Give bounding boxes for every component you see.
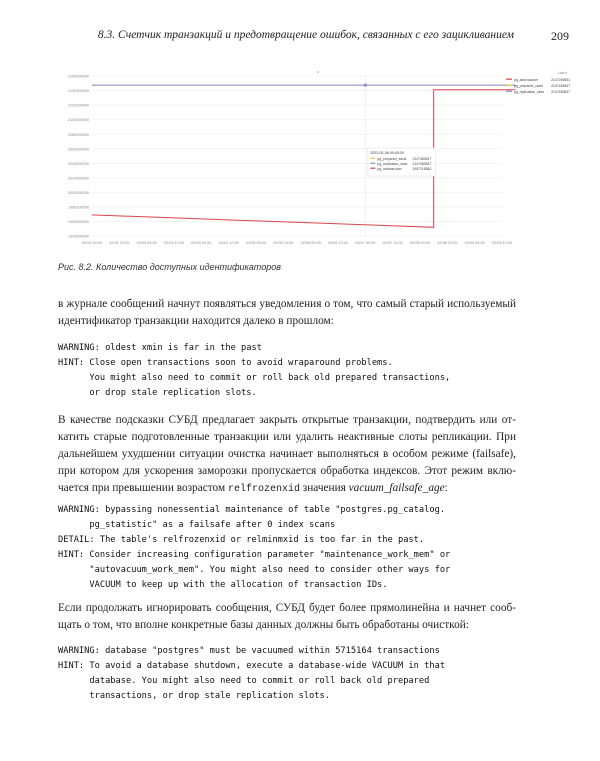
legend-swatch [506,91,512,92]
paragraph-line: в журнале сообщений начнут появляться уведомления о том, что самый старый используемый [58,298,516,310]
xid-chart [52,62,578,252]
text-run: значения [299,482,349,494]
x-tick-label: 02/09 00:00 [464,241,485,245]
tooltip-swatch [370,158,375,159]
tooltip-series-name: pg_autovacuum [377,167,402,171]
legend-series-value: 2147269651 [551,78,570,82]
y-tick-label: 2000000000 [67,190,89,195]
paragraph-2 [58,412,516,498]
x-tick-label: 02/05 12:00 [273,241,294,245]
x-tick-label: 02/02 00:00 [81,241,103,245]
legend-swatch [506,79,512,80]
code-line: transactions, or drop stale replication slots. [58,691,330,701]
y-tick-label: 1980000000 [67,205,89,210]
figure-caption: Рис. 8.2. Количество доступных идентификаторов [58,262,281,272]
y-tick-label: 2120000000 [67,103,89,108]
code-line: DETAIL: The table's relfrozenxid or relminmxid is too far in the past. [58,535,425,545]
legend-swatch [506,85,512,86]
code-line: WARNING: database "postgres" must be vacuumed within 5715164 transactions [58,646,440,656]
tooltip-series-value: 2147483647 [412,162,432,166]
y-tick-label: 2060000000 [67,147,89,152]
paragraph-1 [58,296,516,330]
code-block-2 [58,503,450,593]
code-line: VACUUM to keep up with the allocation of transaction IDs. [58,580,388,590]
x-tick-label: 02/04 00:00 [191,241,212,245]
paragraph-line: Если продолжать игнорировать сообщения, СУБД будет более прямолинейна и начнет сооб- [58,602,516,614]
x-tick-label: 02/06 12:00 [327,241,349,245]
y-tick-label: 1960000000 [67,220,89,225]
code-block-1 [58,341,450,401]
y-tick-label: 2160000000 [67,74,89,79]
y-tick-label: 2040000000 [67,161,89,166]
x-tick-label: 02/08 00:00 [409,241,431,245]
paragraph-line: дальнейшем ухудшении ситуации очистка начинает выполняться в особом режиме (failsafe), [58,448,516,460]
hover-point [364,84,367,87]
tooltip-title: 2022-02-08 00:00:00 [370,151,404,155]
x-tick-label: 02/06 00:00 [300,241,321,245]
text-run: : [444,482,448,494]
paragraph-3 [58,600,516,634]
chart-svg [52,62,578,252]
x-tick-label: 02/09 12:00 [491,241,513,245]
inline-code-relfrozenxid: relfrozenxid [227,484,300,495]
paragraph-line [58,480,516,498]
paragraph-line: В качестве подсказки СУБД предлагает закрыть открытые транзакции, подтвердить или от- [58,414,516,426]
legend-series-value: 2147483647 [551,90,570,94]
tooltip-series-name: pg_prepared_xacts [377,157,407,161]
y-tick-label: 2140000000 [67,89,89,94]
code-line: HINT: Consider increasing configuration parameter "maintenance_work_mem" or [58,550,451,560]
x-tick-label: 02/07 12:00 [382,241,403,245]
x-tick-label: 02/02 12:00 [109,241,130,245]
legend-header: Last ▾ [557,71,567,75]
legend-series-name: pg_autovacuum [514,78,539,82]
y-tick-label: 2080000000 [67,132,89,137]
tooltip-series-name: pg_replication_slots [377,162,408,166]
page-header [0,29,600,45]
running-title: 8.3. Счетчик транзакций и предотвращение ошибок, связанных с его зацикливанием [97,29,514,41]
tooltip-swatch [370,168,375,169]
param-vacuum-failsafe-age: vacuum_failsafe_age [348,482,445,494]
chart-marker-dot [317,71,319,73]
legend-series-value: 2147483647 [551,84,570,88]
code-line: HINT: To avoid a database shutdown, execute a database-wide VACUUM in that [58,661,446,671]
paragraph-line: щать о том, что вполне конкретные базы данных должны быть обработаны очисткой: [58,619,469,631]
y-tick-label: 2100000000 [67,118,89,123]
legend-series-name: pg_prepared_xacts [514,84,544,88]
tooltip-series-value: 2147483647 [412,157,432,161]
paragraph-line: идентификатор транзакции находится далеко в прошлом: [58,315,334,327]
text-run: чается при превышении возрастом [58,482,228,494]
x-tick-label: 02/04 12:00 [218,241,239,245]
y-tick-label: 2020000000 [67,176,89,181]
code-line: "autovacuum_work_mem". You might also need to consider other ways for [58,565,451,575]
code-line: You might also need to commit or roll back old prepared transactions, [58,373,451,383]
code-line: HINT: Close open transactions soon to avoid wraparound problems. [58,358,393,368]
x-tick-label: 02/03 00:00 [136,241,157,245]
x-tick-label: 02/07 00:00 [355,241,376,245]
x-tick-label: 02/05 00:00 [245,241,267,245]
code-line: WARNING: bypassing nonessential maintenance of table "postgres.pg_catalog. [58,505,446,515]
x-tick-label: 02/03 12:00 [163,241,185,245]
paragraph-line: при котором для ускорения заморозки пропускается обработка индексов. Этот режим вклю- [58,465,516,477]
paragraph-line: катить старые подготовленные транзакции или удалить неактивные слоты репликации. При [58,431,516,443]
tooltip-series-value: 1957218382 [412,167,432,171]
code-line: WARNING: oldest xmin is far in the past [58,343,262,353]
page-number: 209 [551,29,569,43]
code-line: database. You might also need to commit or roll back old prepared [58,676,430,686]
code-line: or drop stale replication slots. [58,388,257,398]
tooltip-swatch [370,163,375,164]
y-tick-label: 1940000000 [67,234,89,239]
x-tick-label: 02/08 12:00 [437,241,458,245]
code-line: pg_statistic" as a failsafe after 0 index scans [58,520,336,530]
legend-series-name: pg_replication_slots [514,90,544,94]
code-block-3 [58,644,445,704]
